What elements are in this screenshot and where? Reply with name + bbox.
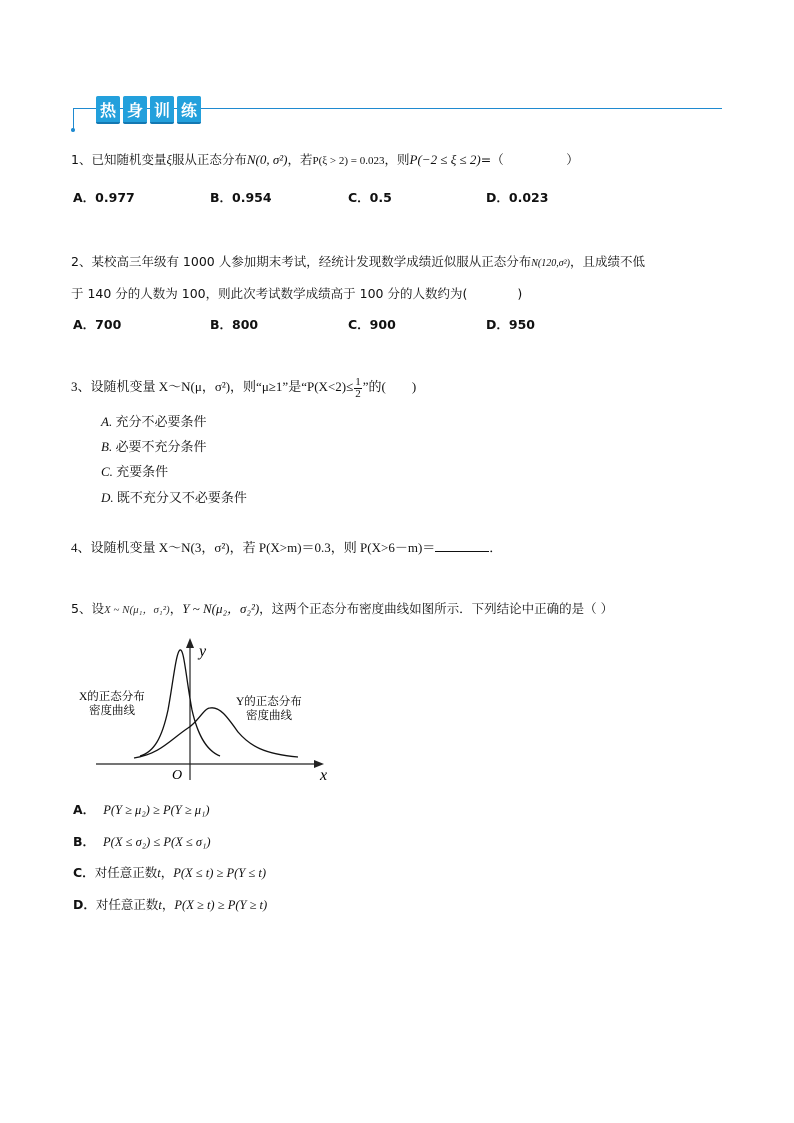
q1-option-d[interactable]: D．0.023 <box>486 190 549 205</box>
question-2-line-1 <box>71 252 645 270</box>
x-curve-label-line-1: X的正态分布 <box>79 691 145 703</box>
q4-text: ． <box>489 540 503 555</box>
q3-option-letter: B. <box>101 439 113 454</box>
q5-option-math: P(X ≤ t) ≥ P(Y ≤ t) <box>173 866 266 880</box>
q2-text: ，且成绩不低 <box>569 254 645 269</box>
q5-option-text: 对任意正数 <box>95 897 159 912</box>
q3-option-c[interactable] <box>101 461 168 480</box>
q5-option-text: 对任意正数 <box>94 865 158 880</box>
origin-label: O <box>172 768 183 783</box>
y-axis-arrow <box>186 638 194 648</box>
question-5-stem <box>71 598 613 617</box>
section-title-char: 训 <box>150 96 174 124</box>
q3-fraction <box>354 377 362 400</box>
q2-distribution: N(120,σ²) <box>531 258 570 269</box>
header-rule-tick <box>73 108 74 130</box>
header-rule-dot <box>71 128 75 132</box>
q1-text: =（ ） <box>480 152 579 167</box>
q5-text: ， <box>169 601 183 616</box>
q3-option-letter: D. <box>101 490 114 505</box>
q1-option-b[interactable]: B．0.954 <box>210 190 272 205</box>
q5-option-text: ， <box>161 897 175 912</box>
y-axis-label: y <box>199 643 207 660</box>
q2-option-b[interactable]: B．800 <box>210 317 259 332</box>
q3-fraction-numerator: 1 <box>355 375 361 388</box>
q5-option-b[interactable] <box>73 832 211 850</box>
q3-text: 3、设随机变量 X～N(μ，σ²)，则“μ≥1”是“P(X<2)≤ <box>71 379 354 394</box>
section-title-char: 练 <box>177 96 201 124</box>
q5-option-variable: t <box>157 866 161 880</box>
q1-text: ，若 <box>287 152 313 167</box>
q3-option-text: 充要条件 <box>116 464 169 479</box>
q5-option-variable: t <box>158 898 162 912</box>
q1-query: P(−2 ≤ ξ ≤ 2) <box>409 152 481 167</box>
q5-option-letter: D． <box>73 897 96 912</box>
x-curve-label-line-2: 密度曲线 <box>89 705 135 717</box>
q1-distribution: N(0, σ²) <box>246 152 288 167</box>
q3-option-letter: C. <box>101 464 113 479</box>
question-1-stem <box>71 150 579 168</box>
section-title-char: 身 <box>123 96 147 124</box>
q5-option-math: P(X ≥ t) ≥ P(Y ≥ t) <box>174 898 268 912</box>
q5-text: ，这两个正态分布密度曲线如图所示．下列结论中正确的是（ ） <box>259 601 614 616</box>
question-3-stem <box>71 376 416 400</box>
q1-text: ，则 <box>384 152 410 167</box>
normal-density-figure <box>70 628 340 788</box>
q5-option-a[interactable] <box>73 800 210 818</box>
q5-option-letter: A． <box>73 802 96 817</box>
question-2-line-2: 于 140 分的人数为 100，则此次考试数学成绩高于 100 分的人数约为( ) <box>71 286 523 301</box>
section-title <box>96 96 201 124</box>
q5-option-math: P(X ≤ σ₂) ≤ P(X ≤ σ₁) <box>103 835 211 849</box>
q1-option-c[interactable]: C．0.5 <box>348 190 392 205</box>
q5-y-distribution: Y ~ N(μ₂，σ₂²) <box>182 601 260 616</box>
q3-option-letter: A. <box>101 414 113 429</box>
q5-option-c[interactable] <box>73 863 266 881</box>
x-axis-label: x <box>320 767 328 784</box>
q1-variable: ξ <box>166 153 172 167</box>
q4-text: 4、设随机变量 X～N(3，σ²)，若 P(X>m)＝0.3，则 P(X>6－m)＝ <box>71 540 436 555</box>
x-density-curve <box>140 650 220 756</box>
q3-option-a[interactable] <box>101 411 206 430</box>
q3-option-text: 既不充分又不必要条件 <box>116 490 247 505</box>
q1-option-a[interactable]: A．0.977 <box>73 190 135 205</box>
y-curve-label-line-1: Y的正态分布 <box>236 696 302 708</box>
q5-option-letter: B． <box>73 834 96 849</box>
q3-fraction-denominator: 2 <box>355 387 361 400</box>
q5-option-d[interactable] <box>73 895 267 913</box>
q4-answer-blank[interactable] <box>435 539 489 552</box>
q3-option-d[interactable] <box>101 487 247 506</box>
q5-x-distribution: X ~ N(μ₁，σ₁²) <box>103 604 170 616</box>
q2-option-c[interactable]: C．900 <box>348 317 396 332</box>
q1-text: 服从正态分布 <box>171 152 247 167</box>
q1-text: 1、已知随机变量 <box>71 152 167 167</box>
q5-option-letter: C． <box>73 865 95 880</box>
y-curve-label-line-2: 密度曲线 <box>246 710 292 722</box>
question-4-stem <box>71 537 502 556</box>
q1-condition: P(ξ > 2) = 0.023 <box>312 155 385 167</box>
section-title-char: 热 <box>96 96 120 124</box>
q3-option-text: 充分不必要条件 <box>115 414 207 429</box>
q2-option-d[interactable]: D．950 <box>486 317 535 332</box>
q5-option-text: ， <box>160 865 174 880</box>
q3-option-b[interactable] <box>101 436 206 455</box>
q5-text: 5、设 <box>71 601 104 616</box>
q2-text: 2、某校高三年级有 1000 人参加期末考试，经统计发现数学成绩近似服从正态分布 <box>71 254 532 269</box>
q2-option-a[interactable]: A．700 <box>73 317 122 332</box>
q3-option-text: 必要不充分条件 <box>115 439 207 454</box>
q3-text: ”的( ) <box>362 379 417 394</box>
q5-option-math: P(Y ≥ μ₂) ≥ P(Y ≥ μ₁) <box>103 803 210 817</box>
